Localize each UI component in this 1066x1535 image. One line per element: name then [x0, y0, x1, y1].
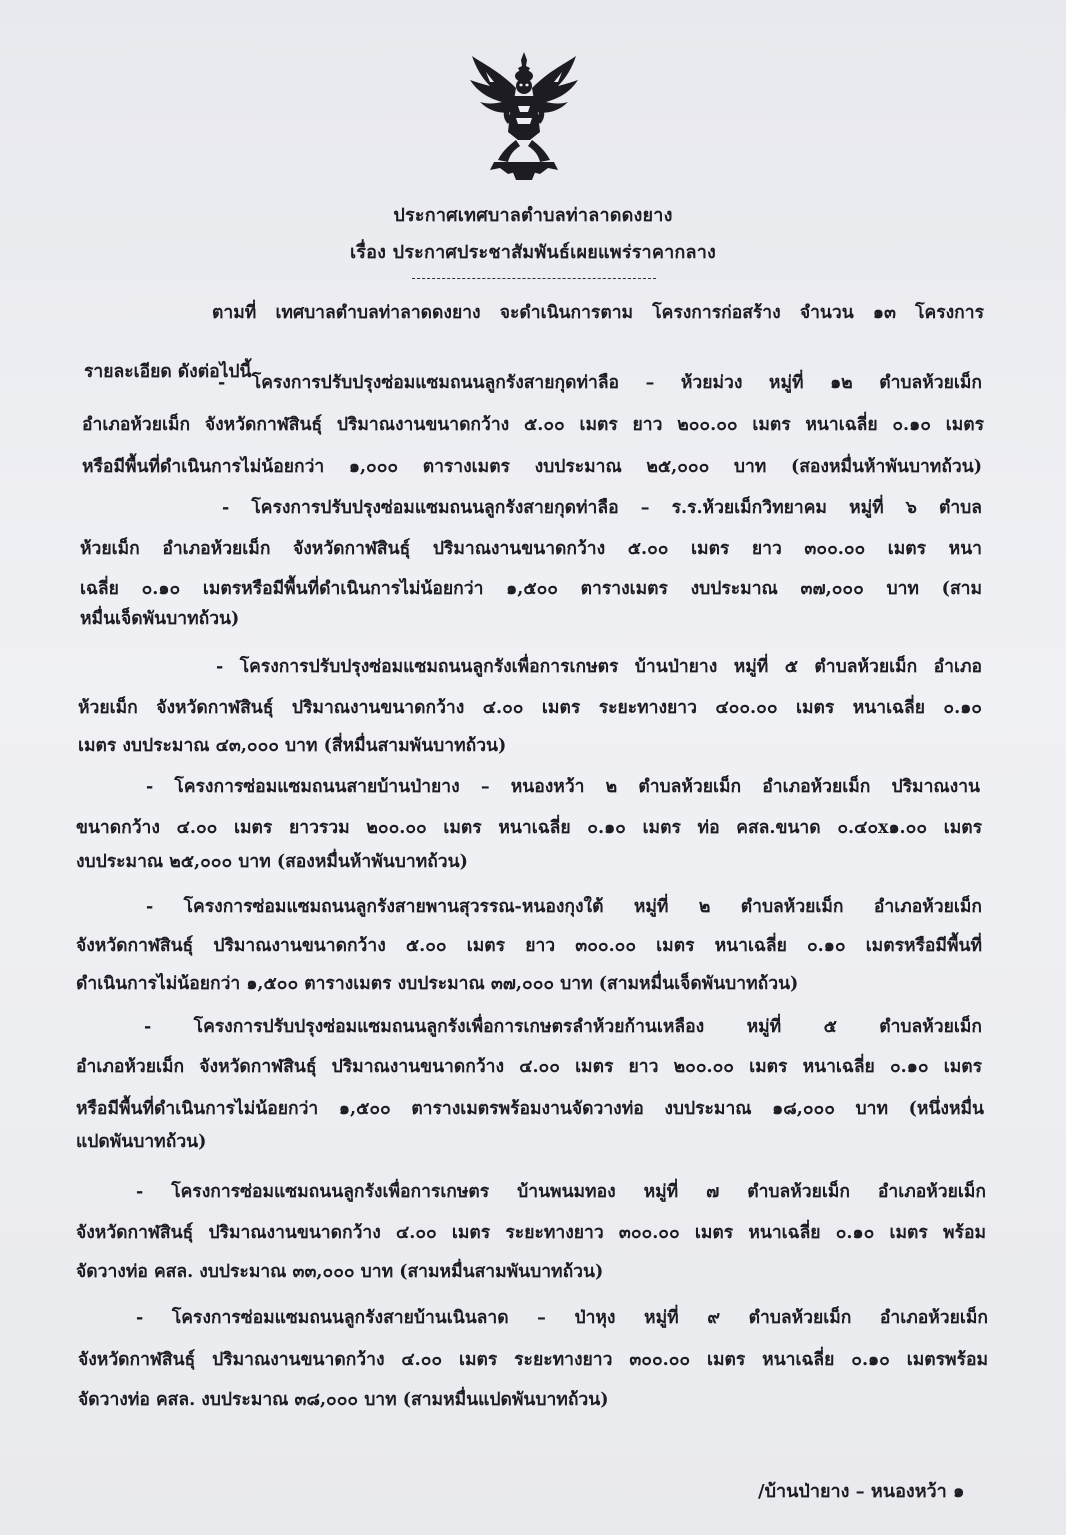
project-line: หรือมีพื้นที่ดำเนินการไม่น้อยกว่า ๑,๐๐๐ ตารางเมตร งบประมาณ ๒๕,๐๐๐ บาท (สองหมื่นห้าพันบาทถ้วน)	[82, 457, 982, 477]
project-line: - โครงการปรับปรุงซ่อมแซมถนนลูกรังสายกุดท่าลือ – ห้วยม่วง หมู่ที่ ๑๒ ตำบลห้วยเม็ก	[218, 373, 982, 393]
project-line: - โครงการปรับปรุงซ่อมแซมถนนลูกรังเพื่อการเกษตรลำห้วยก้านเหลือง หมู่ที่ ๕ ตำบลห้วยเม็ก	[144, 1017, 982, 1037]
title-divider	[412, 278, 656, 279]
project-line: จังหวัดกาฬสินธุ์ ปริมาณงานขนาดกว้าง ๕.๐๐ เมตร ยาว ๓๐๐.๐๐ เมตร หนาเฉลี่ย ๐.๑๐ เมตรหรือมีพื้นที่	[76, 936, 982, 956]
project-line: - โครงการซ่อมแซมถนนลูกรังสายบ้านเนินลาด – ป่าหุง หมู่ที่ ๙ ตำบลห้วยเม็ก อำเภอห้วยเม็ก	[136, 1308, 988, 1328]
project-line: - โครงการซ่อมแซมถนนสายบ้านป่ายาง – หนองหว้า ๒ ตำบลห้วยเม็ก อำเภอห้วยเม็ก ปริมาณงาน	[146, 777, 980, 797]
project-line: หรือมีพื้นที่ดำเนินการไม่น้อยกว่า ๑,๕๐๐ ตารางเมตรพร้อมงานจัดวางท่อ งบประมาณ ๑๘,๐๐๐ บาท (หนึ่งหมื่น	[76, 1099, 984, 1119]
project-line: - โครงการปรับปรุงซ่อมแซมถนนลูกรังสายกุดท่าลือ – ร.ร.ห้วยเม็กวิทยาคม หมู่ที่ ๖ ตำบล	[222, 498, 982, 518]
project-line: - โครงการปรับปรุงซ่อมแซมถนนลูกรังเพื่อการเกษตร บ้านป่ายาง หมู่ที่ ๕ ตำบลห้วยเม็ก อำเภอ	[216, 657, 982, 677]
project-line: หมื่นเจ็ดพันบาทถ้วน)	[80, 609, 240, 629]
project-line: งบประมาณ ๒๕,๐๐๐ บาท (สองหมื่นห้าพันบาทถ้วน)	[76, 852, 468, 872]
announcement-title: ประกาศเทศบาลตำบลท่าลาดดงยาง	[393, 205, 673, 226]
project-line: อำเภอห้วยเม็ก จังหวัดกาฬสินธุ์ ปริมาณงานขนาดกว้าง ๕.๐๐ เมตร ยาว ๒๐๐.๐๐ เมตร หนาเฉลี่ย ๐.๑๐ เมตร	[82, 415, 984, 435]
project-line: ดำเนินการไม่น้อยกว่า ๑,๕๐๐ ตารางเมตร งบประมาณ ๓๗,๐๐๐ บาท (สามหมื่นเจ็ดพันบาทถ้วน)	[76, 974, 799, 994]
garuda-emblem-icon	[468, 52, 580, 182]
body-line: รายละเอียด ดังต่อไปนี้	[84, 362, 252, 382]
project-line: - โครงการซ่อมแซมถนนลูกรังเพื่อการเกษตร บ้านพนมทอง หมู่ที่ ๗ ตำบลห้วยเม็ก อำเภอห้วยเม็ก	[136, 1182, 986, 1202]
project-line: เมตร งบประมาณ ๔๓,๐๐๐ บาท (สี่หมื่นสามพันบาทถ้วน)	[78, 736, 507, 756]
project-line: - โครงการซ่อมแซมถนนลูกรังสายพานสุวรรณ-หนองกุงใต้ หมู่ที่ ๒ ตำบลห้วยเม็ก อำเภอห้วยเม็ก	[146, 897, 982, 917]
project-line: ห้วยเม็ก อำเภอห้วยเม็ก จังหวัดกาฬสินธุ์ ปริมาณงานขนาดกว้าง ๕.๐๐ เมตร ยาว ๓๐๐.๐๐ เมตร หนา	[80, 539, 982, 559]
project-line: จังหวัดกาฬสินธุ์ ปริมาณงานขนาดกว้าง ๔.๐๐ เมตร ระยะทางยาว ๓๐๐.๐๐ เมตร หนาเฉลี่ย ๐.๑๐ เมตร พร้อม	[76, 1223, 986, 1243]
project-line: แปดพันบาทถ้วน)	[76, 1132, 207, 1152]
continuation-note: /บ้านป่ายาง – หนองหว้า ๑	[758, 1481, 965, 1502]
project-line: ห้วยเม็ก จังหวัดกาฬสินธุ์ ปริมาณงานขนาดกว้าง ๔.๐๐ เมตร ระยะทางยาว ๔๐๐.๐๐ เมตร หนาเฉลี่ย ๐.๑๐	[78, 698, 982, 718]
project-line: ขนาดกว้าง ๔.๐๐ เมตร ยาวรวม ๒๐๐.๐๐ เมตร หนาเฉลี่ย ๐.๑๐ เมตร ท่อ คสล.ขนาด ๐.๔๐x๑.๐๐ เมตร	[76, 818, 982, 838]
project-line: เฉลี่ย ๐.๑๐ เมตรหรือมีพื้นที่ดำเนินการไม่น้อยกว่า ๑,๕๐๐ ตารางเมตร งบประมาณ ๓๗,๐๐๐ บาท (สาม	[80, 579, 982, 599]
body-line: ตามที่ เทศบาลตำบลท่าลาดดงยาง จะดำเนินการตาม โครงการก่อสร้าง จำนวน ๑๓ โครงการ	[212, 303, 984, 323]
announcement-subject: เรื่อง ประกาศประชาสัมพันธ์เผยแพร่ราคากลาง	[349, 242, 717, 263]
project-line: อำเภอห้วยเม็ก จังหวัดกาฬสินธุ์ ปริมาณงานขนาดกว้าง ๔.๐๐ เมตร ยาว ๒๐๐.๐๐ เมตร หนาเฉลี่ย ๐.๑๐ เมตร	[76, 1057, 982, 1077]
project-line: จังหวัดกาฬสินธุ์ ปริมาณงานขนาดกว้าง ๔.๐๐ เมตร ระยะทางยาว ๓๐๐.๐๐ เมตร หนาเฉลี่ย ๐.๑๐ เมตรพร้อม	[78, 1350, 988, 1370]
project-line: จัดวางท่อ คสล. งบประมาณ ๓๓,๐๐๐ บาท (สามหมื่นสามพันบาทถ้วน)	[76, 1262, 604, 1282]
project-line: จัดวางท่อ คสล. งบประมาณ ๓๘,๐๐๐ บาท (สามหมื่นแปดพันบาทถ้วน)	[78, 1390, 609, 1410]
